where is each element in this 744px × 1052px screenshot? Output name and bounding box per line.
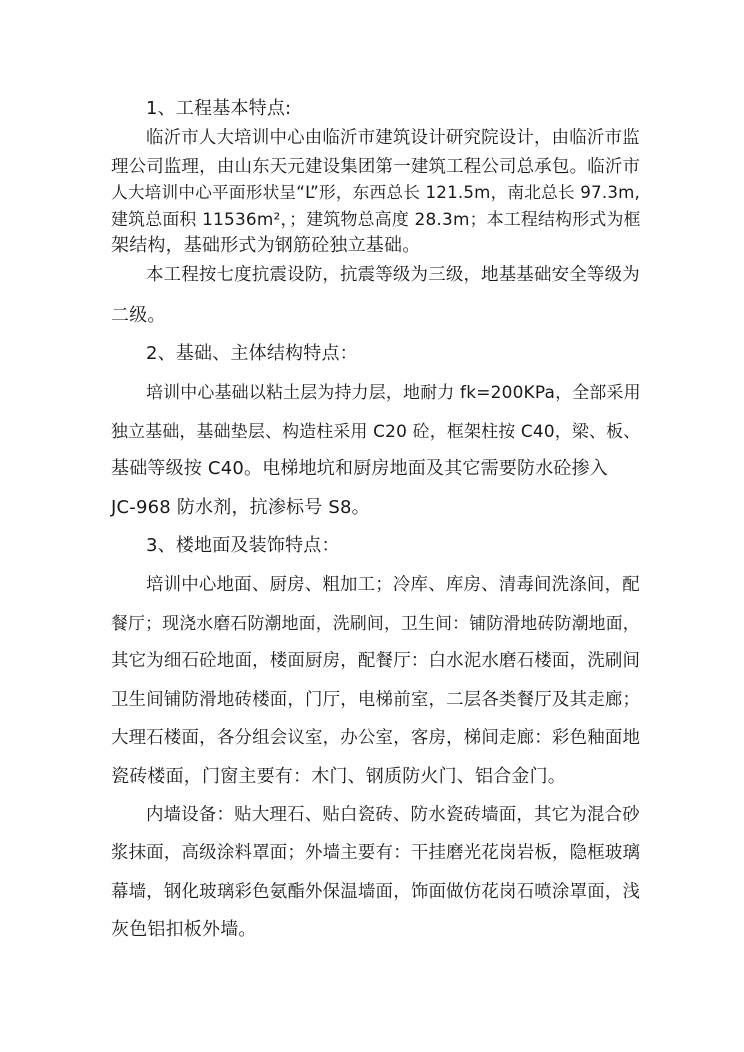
- section-1-para-1-line-5: 架结构，基础形式为钢筋砼独立基础。: [111, 235, 421, 256]
- section-2-para-1-line-3: 基础等级按 C40。电梯地坑和厨房地面及其它需要防水砼掺入: [111, 458, 608, 479]
- section-2-para-1-line-4: JC-968 防水剂，抗渗标号 S8。: [111, 497, 370, 518]
- section-2-para-1-line-1: 培训中心基础以粘土层为持力层，地耐力 fk=200KPa，全部采用: [146, 382, 641, 402]
- section-3-para-2-line-4: 灰色铝扣板外墙。: [111, 919, 257, 940]
- section-3-para-2-line-1: 内墙设备：贴大理石、贴白瓷砖、防水瓷砖墙面，其它为混合砂: [146, 805, 640, 825]
- section-1-para-1-line-3: 人大培训中心平面形状呈“L”形，东西总长 121.5m，南北总长 97.3m,: [111, 183, 641, 202]
- section-1-para-1-line-4: 建筑总面积 11536m²，；建筑物总高度 28.3m；本工程结构形式为框: [111, 209, 641, 229]
- section-3-para-1-line-1: 培训中心地面、厨房、粗加工；冷库、库房、清毒间洗涤间，配: [146, 575, 640, 595]
- section-3-para-2-line-3: 幕墙，钢化玻璃彩色氨酯外保温墙面，饰面做仿花岗石喷涂罩面，浅: [111, 882, 641, 902]
- section-1-para-1-line-2: 理公司监理，由山东天元建设集团第一建筑工程公司总承包。临沂市: [111, 157, 641, 177]
- section-1-para-2-line-2: 二级。: [111, 305, 166, 326]
- section-2-heading: 2、基础、主体结构特点：: [146, 343, 358, 364]
- section-3-para-1-line-4: 卫生间铺防滑地砖楼面，门厅，电梯前室，二层各类餐厅及其走廊；: [111, 690, 641, 710]
- section-3-para-1-line-5: 大理石楼面，各分组会议室，办公室，客房，梯间走廊：彩色釉面地: [111, 728, 641, 748]
- section-3-heading: 3、楼地面及装饰特点：: [146, 535, 340, 556]
- section-3-para-1-line-2: 餐厅；现浇水磨石防潮地面，洗刷间，卫生间：铺防滑地砖防潮地面，: [111, 613, 640, 633]
- section-3-para-2-line-2: 浆抹面，高级涂料罩面；外墙主要有：干挂磨光花岗岩板，隐框玻璃: [111, 843, 641, 863]
- section-3-para-1-line-3: 其它为细石砼地面，楼面厨房，配餐厅：白水泥水磨石楼面，洗刷间: [111, 651, 641, 671]
- section-1-heading: 1、工程基本特点:: [146, 98, 292, 119]
- section-2-para-1-line-2: 独立基础，基础垫层、构造柱采用 C20 砼，框架柱按 C40，梁、板、: [111, 421, 641, 441]
- section-3-para-1-line-6: 瓷砖楼面，门窗主要有：木门、钢质防火门、铝合金门。: [111, 766, 566, 787]
- section-1-para-2-line-1: 本工程按七度抗震设防，抗震等级为三级，地基基础安全等级为: [146, 265, 640, 285]
- section-1-para-1-line-1: 临沂市人大培训中心由临沂市建筑设计研究院设计，由临沂市监: [146, 128, 640, 148]
